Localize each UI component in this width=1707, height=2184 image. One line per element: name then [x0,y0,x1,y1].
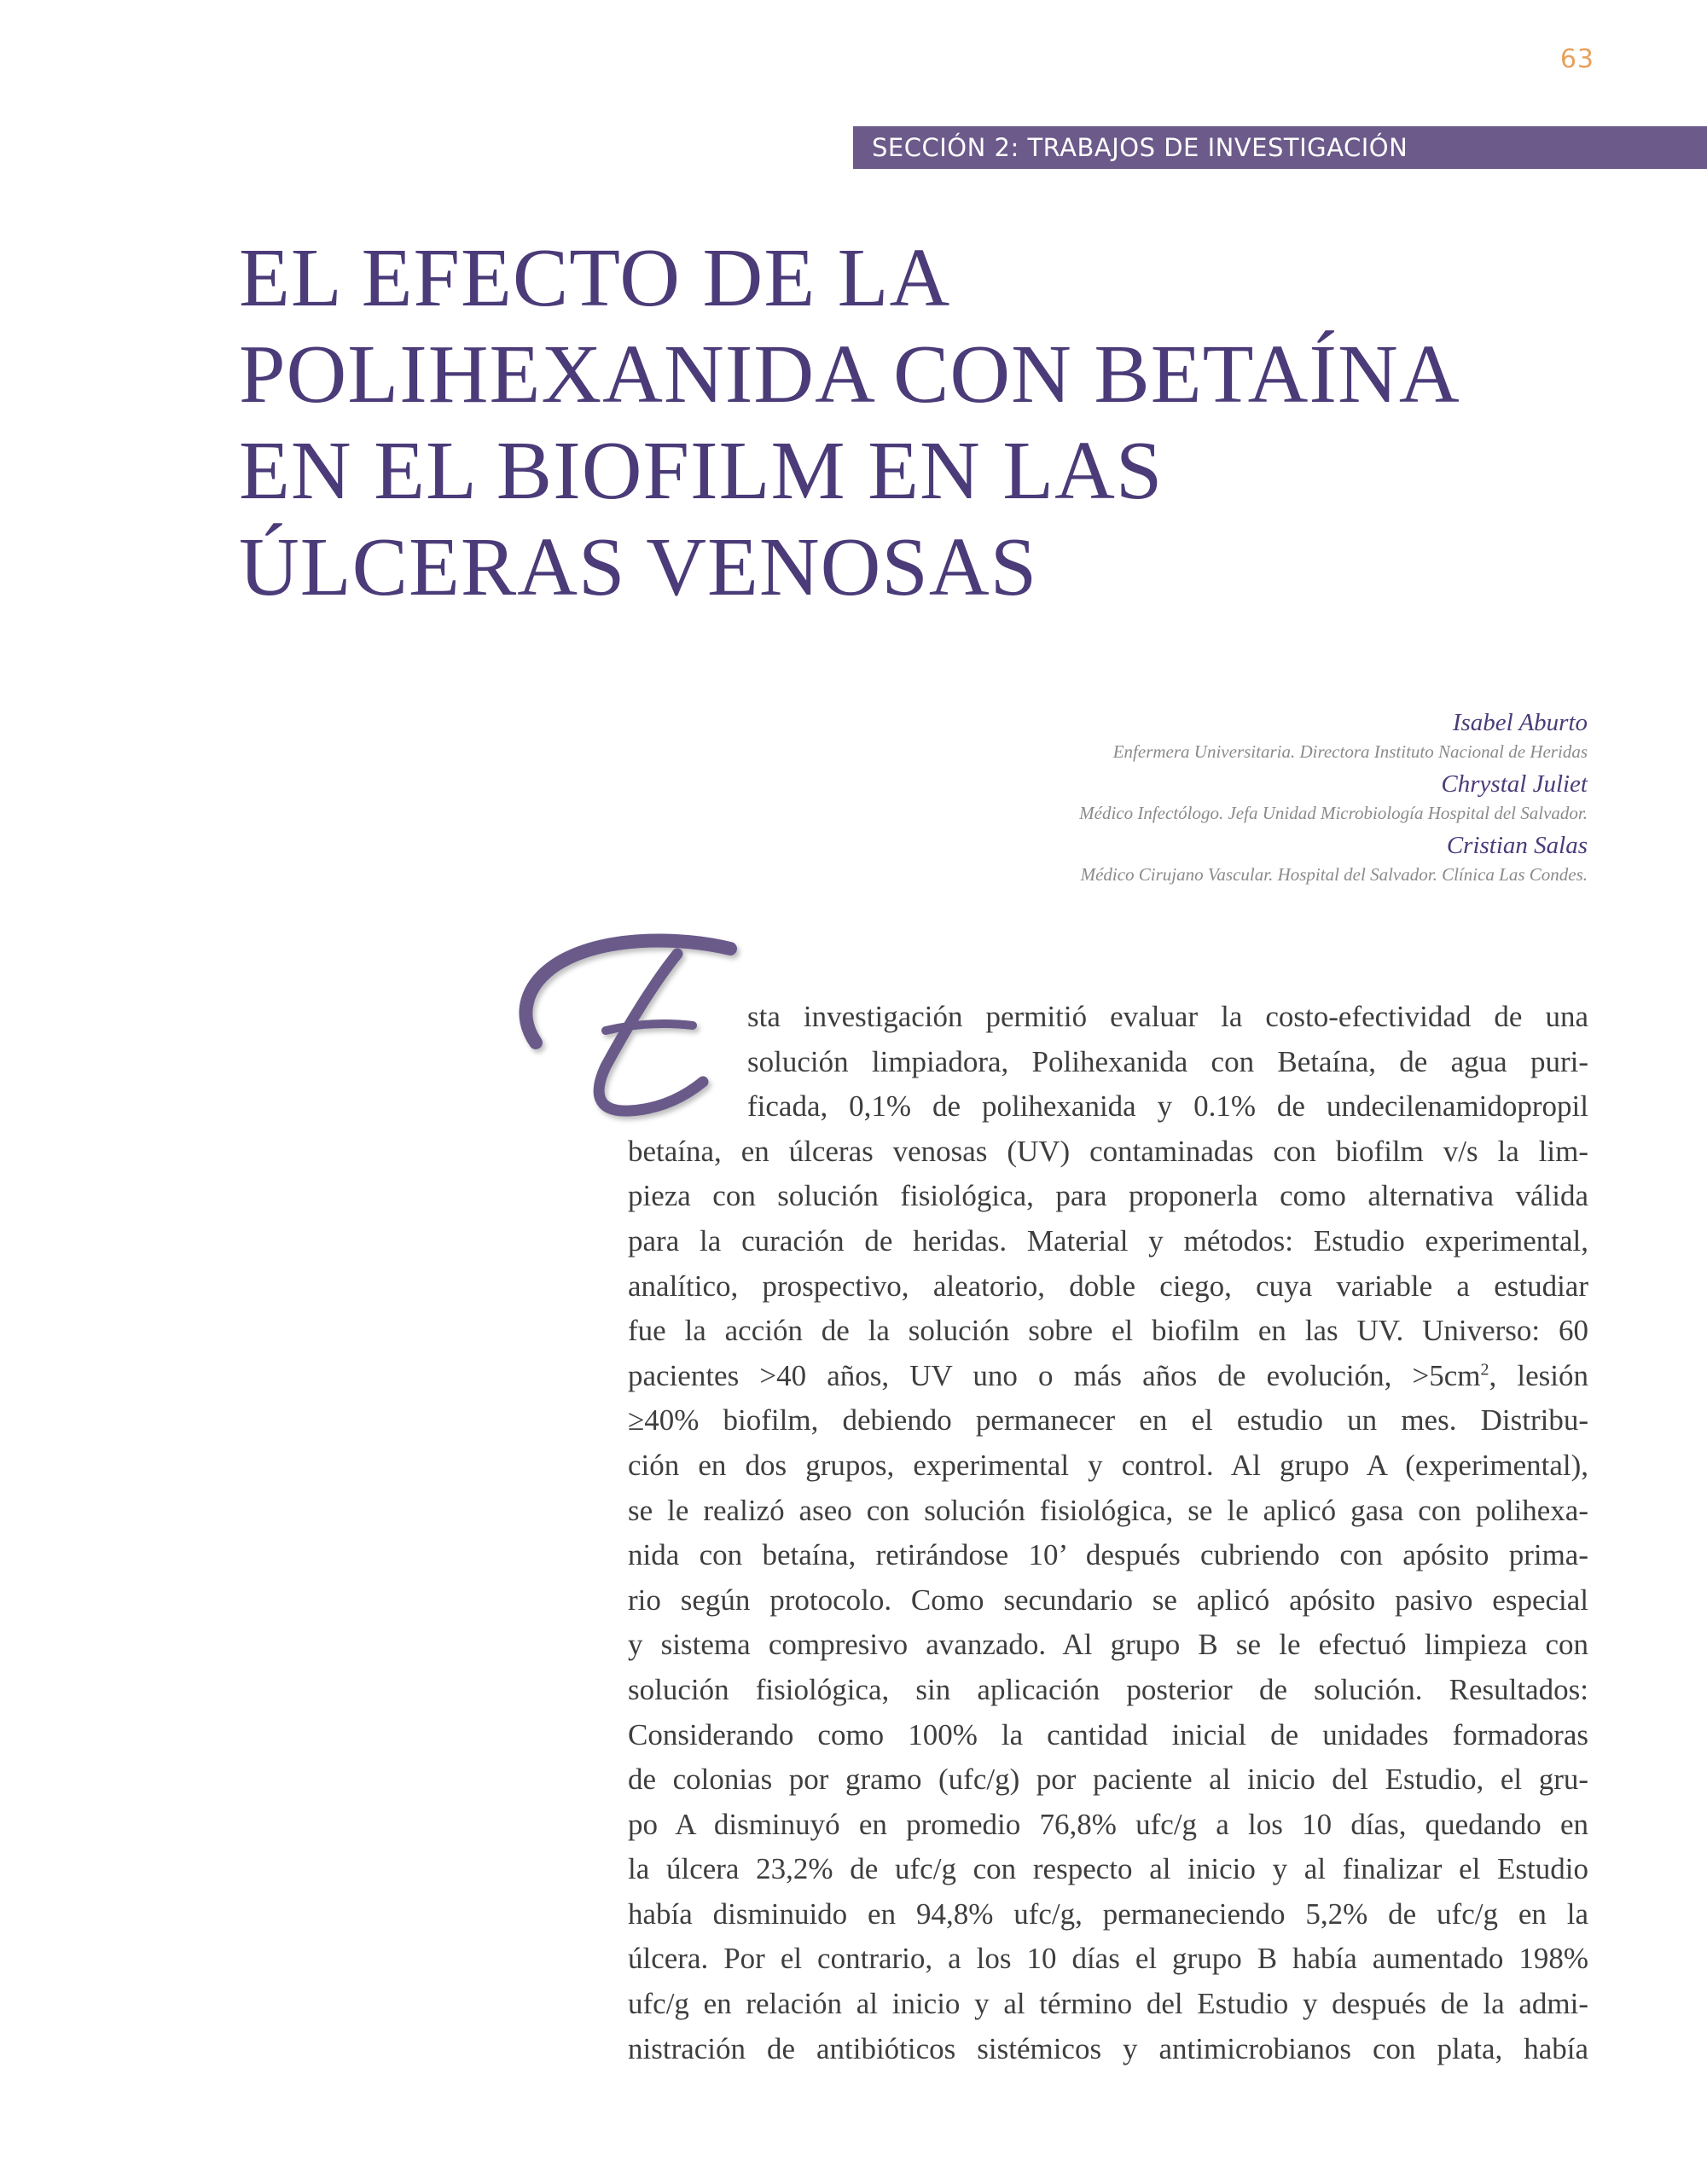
title-line: EL EFECTO DE LA [239,232,951,324]
body-line: pieza con solución fisiológica, para proponerla como alternativa válida [628,1179,1588,1213]
body-line: para la curación de heridas. Material y métodos: Estudio experimental, [628,1223,1588,1258]
body-line: analítico, prospectivo, aleatorio, doble ciego, cuya variable a estudiar [628,1269,1588,1303]
title-line: EN EL BIOFILM EN LAS [239,425,1164,517]
body-line: solución limpiadora, Polihexanida con Betaína, de agua puri- [747,1044,1588,1078]
page-number: 63 [1559,44,1594,74]
body-line: sta investigación permitió evaluar la costo-efectividad de una [747,1000,1588,1033]
body-line: fue la acción de la solución sobre el biofilm en las UV. Universo: 60 [628,1314,1588,1348]
author-affiliation: Enfermera Universitaria. Directora Instituto Nacional de Heridas [1112,741,1588,762]
author-name: Chrystal Juliet [1441,770,1588,798]
body-line: y sistema compresivo avanzado. Al grupo B se le efectuó limpieza con [628,1628,1588,1662]
drop-cap-letter: E [510,930,511,931]
author-list [734,706,1588,891]
article-title [239,230,1604,616]
body-line [628,1354,1588,1399]
body-line: la úlcera 23,2% de ufc/g con respecto al inicio y al finalizar el Estudio [628,1852,1588,1886]
body-line: se le realizó aseo con solución fisiológica, se le aplicó gasa con polihexa- [628,1493,1588,1527]
author-name: Isabel Aburto [1452,709,1588,736]
body-line: ≥40% biofilm, debiendo permanecer en el estudio un mes. Distribu- [628,1403,1588,1438]
title-line: POLIHEXANIDA CON BETAÍNA [239,328,1460,421]
body-line: ufc/g en relación al inicio y al término del Estudio y después de la admi- [628,1987,1588,2021]
author-name: Cristian Salas [1446,832,1588,859]
body-line: betaína, en úlceras venosas (UV) contaminadas con biofilm v/s la lim- [628,1134,1588,1168]
body-line: nida con betaína, retirándose 10’ después cubriendo con apósito prima- [628,1538,1588,1572]
body-line-text: pacientes >40 años, UV uno o más años de evolución, >5cm [628,1358,1481,1392]
body-line: úlcera. Por el contrario, a los 10 días el grupo B había aumentado 198% [628,1942,1588,1976]
body-line: po A disminuyó en promedio 76,8% ufc/g a los 10 días, quedando en [628,1807,1588,1841]
body-line: solución fisiológica, sin aplicación posterior de solución. Resultados: [628,1672,1588,1706]
author-affiliation: Médico Cirujano Vascular. Hospital del Salvador. Clínica Las Condes. [1080,864,1588,885]
title-line: ÚLCERAS VENOSAS [239,521,1038,613]
body-line: de colonias por gramo (ufc/g) por paciente al inicio del Estudio, el gru- [628,1763,1588,1797]
body-line: nistración de antibióticos sistémicos y antimicrobianos con plata, había [628,2031,1588,2065]
body-line: rio según protocolo. Como secundario se aplicó apósito pasivo especial [628,1583,1588,1617]
body-line: había disminuido en 94,8% ufc/g, permaneciendo 5,2% de ufc/g en la [628,1896,1588,1931]
body-line: Considerando como 100% la cantidad inicial de unidades formadoras [628,1717,1588,1751]
body-line-tail: , lesión [1489,1358,1588,1392]
body-line: ción en dos grupos, experimental y control. Al grupo A (experimental), [628,1448,1588,1482]
superscript: 2 [1480,1360,1489,1380]
body-line: ficada, 0,1% de polihexanida y 0.1% de undecilenamidopropil [747,1089,1588,1124]
abstract-body [628,995,1588,2071]
author-affiliation: Médico Infectólogo. Jefa Unidad Microbiología Hospital del Salvador. [1079,803,1588,823]
section-header-bar [853,126,1707,169]
section-label: SECCIÓN 2: TRABAJOS DE INVESTIGACIÓN [872,133,1408,162]
